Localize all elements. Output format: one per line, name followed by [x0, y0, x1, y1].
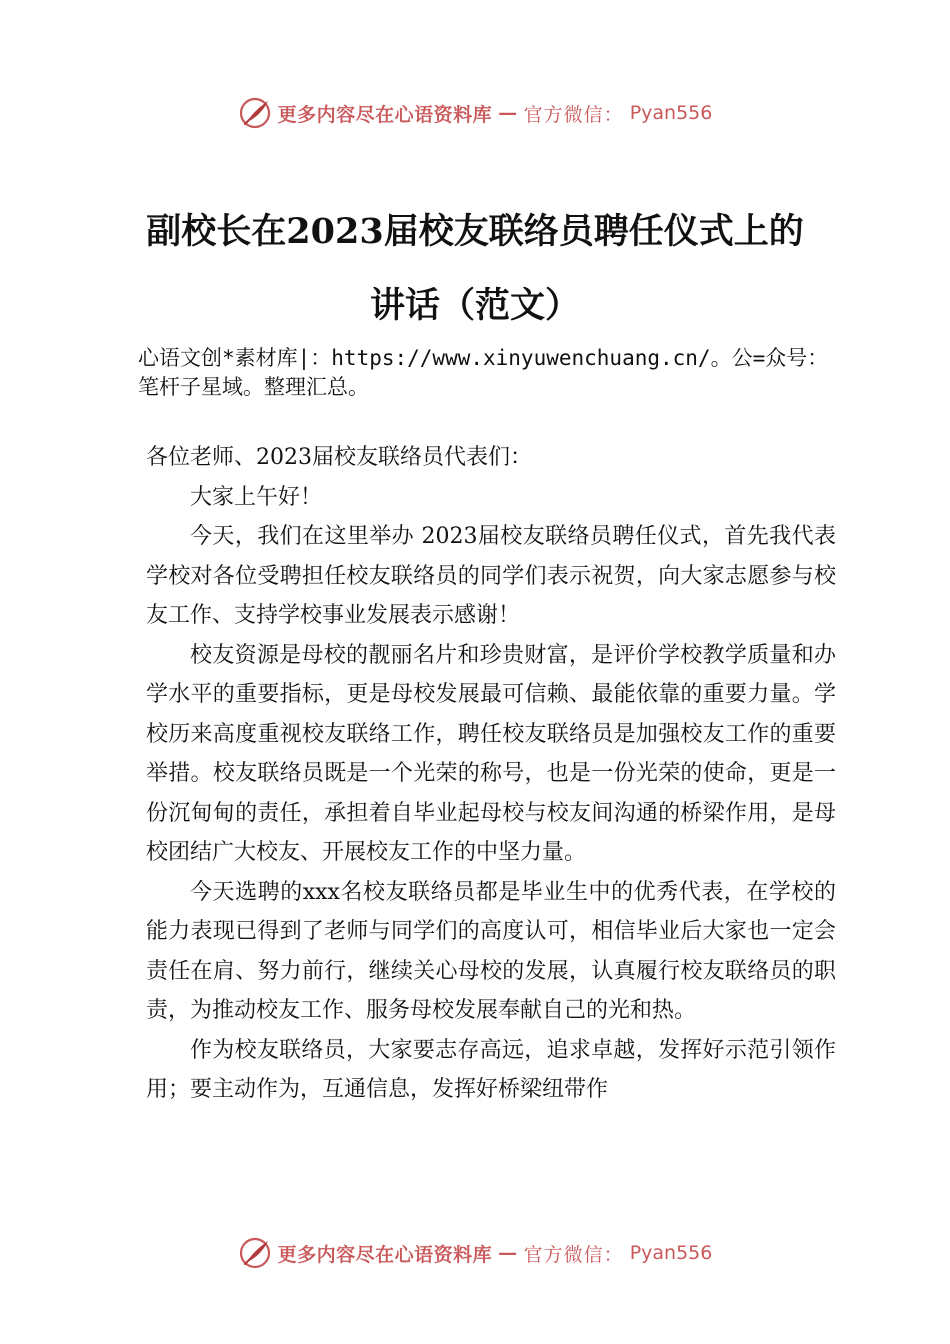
paragraph: 今天，我们在这里举办 2023届校友联络员聘任仪式，首先我代表学校对各位受聘担任校友联络员的同学们表示祝贺，向大家志愿参与校友工作、支持学校事业发展表示感谢！ — [146, 524, 836, 628]
document-title-line2: 讲话（范文） — [369, 285, 580, 326]
salutation: 各位老师、2023届校友联络员代表们： — [146, 445, 532, 470]
footer-banner — [0, 1236, 950, 1270]
header-banner — [0, 96, 950, 130]
banner-contact-label: 官方微信： — [523, 1243, 624, 1266]
paragraph: 作为校友联络员，大家要志存高远，追求卓越，发挥好示范引领作用；要主动作为，互通信息，发挥好桥梁纽带作 — [146, 1037, 836, 1102]
banner-separator: — — [498, 102, 518, 124]
source-note: 心语文创*素材库|：https://www.xinyuwenchuang.cn/。公=众号：笔杆子星域。整理汇总。 — [138, 346, 829, 399]
banner-separator: — — [498, 1242, 518, 1264]
feather-pen-logo-icon — [238, 96, 272, 130]
banner-contact-id: Pyan556 — [629, 102, 713, 124]
banner-contact-label: 官方微信： — [523, 103, 624, 126]
feather-pen-logo-icon — [238, 1236, 272, 1270]
banner-slogan: 更多内容尽在心语资料库 — [277, 103, 493, 126]
paragraph: 校友资源是母校的靓丽名片和珍贵财富，是评价学校教学质量和办学水平的重要指标，更是母校发展最可信赖、最能依靠的重要力量。学校历来高度重视校友联络工作，聘任校友联络员是加强校友工作的重要举措。校友联络员既是一个光荣的称号，也是一份光荣的使命，更是一份沉甸甸的责任，承担着自毕业起母校与校友间沟通的桥梁作用，是母校团结广大校友、开展校友工作的中坚力量。 — [146, 642, 836, 865]
document-body — [146, 438, 836, 1110]
paragraph: 今天选聘的xxx名校友联络员都是毕业生中的优秀代表，在学校的能力表现已得到了老师与同学们的高度认可，相信毕业后大家也一定会责任在肩、努力前行，继续关心母校的发展，认真履行校友联络员的职责，为推动校友工作、服务母校发展奉献自己的光和热。 — [146, 879, 836, 1023]
paragraph: 大家上午好！ — [190, 484, 323, 510]
banner-slogan: 更多内容尽在心语资料库 — [277, 1243, 493, 1266]
banner-contact-id: Pyan556 — [629, 1242, 713, 1264]
document-title-line1: 副校长在2023届校友联络员聘任仪式上的 — [146, 211, 804, 252]
